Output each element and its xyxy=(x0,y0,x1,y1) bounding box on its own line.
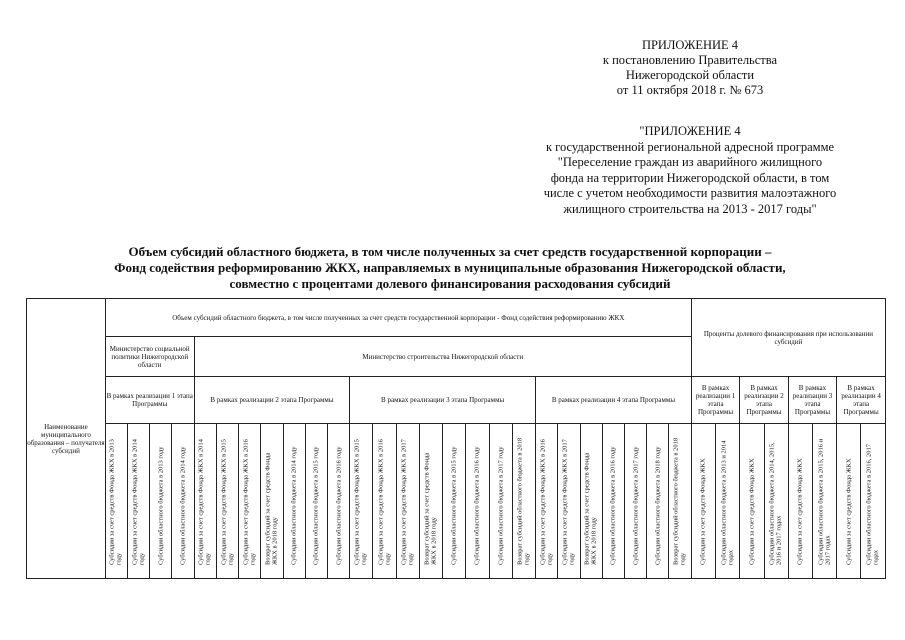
column-header xyxy=(536,424,558,579)
column-header xyxy=(443,424,466,579)
title-line: Объем субсидий областного бюджета, в том числе полученных за счет средств государственной корпорации – xyxy=(128,244,772,259)
column-header xyxy=(194,424,216,579)
percent-stage-2-header: В рамках реализации 2 этапа Программы xyxy=(740,377,788,424)
column-header-text: Субсидии областного бюджета в 2016 году xyxy=(334,446,342,566)
column-header-text: Субсидии за счет средств Фонда ЖКХ в 2014 году xyxy=(197,439,213,566)
program-line: жилищного строительства на 2013 - 2017 годы" xyxy=(563,201,817,216)
column-header-text: Возврат субсидий за счет средств Фонда ЖКХ в 2018 году xyxy=(423,452,439,566)
title-line: совместно с процентами долевого финансирования расходования субсидий xyxy=(229,276,671,291)
column-header-text: Субсидии областного бюджета в 2015, 2016 и 2017 годах xyxy=(817,439,832,566)
column-header xyxy=(512,424,535,579)
column-header xyxy=(373,424,396,579)
stage-4-header: В рамках реализации 4 этапа Программы xyxy=(536,377,692,424)
column-header-text: Возврат субсидий за счет средств Фонда ЖКХ в 2018 году xyxy=(264,452,279,566)
program-reference xyxy=(505,124,875,217)
ministry-construction-header: Министерство строительства Нижегородской области xyxy=(194,337,691,377)
appendix-line: ПРИЛОЖЕНИЕ 4 xyxy=(641,38,739,52)
percent-stage-4-header: В рамках реализации 4 этапа Программы xyxy=(837,377,886,424)
document-title xyxy=(40,244,860,292)
column-header-text: Субсидии областного бюджета в 2016, 2017 годах xyxy=(865,444,881,566)
column-header xyxy=(580,424,602,579)
column-header xyxy=(327,424,349,579)
column-header-text: Субсидии за счет средств Фонда ЖКХ в 2013 году xyxy=(109,439,124,566)
column-header-text: Субсидии областного бюджета в 2015 году xyxy=(312,446,320,566)
column-header-text: Субсидии областного бюджета в 2014 году xyxy=(290,446,298,566)
column-header-text: Субсидии областного бюджета в 2014, 2015, 2016 и 2017 годах xyxy=(768,442,784,566)
program-line: числе с учетом необходимости развития малоэтажного xyxy=(543,186,837,200)
column-header xyxy=(861,424,886,579)
column-header-text: Возврат субсидий областного бюджета в 2018 году xyxy=(516,438,531,566)
stage-1-header: В рамках реализации 1 этапа Программы xyxy=(105,377,194,424)
column-header-text: Субсидии областного бюджета в 2015 году xyxy=(450,446,458,566)
column-header xyxy=(647,424,669,579)
column-header xyxy=(669,424,691,579)
column-header-text: Возврат субсидий за счет средств Фонда ЖКХ в 2018 году xyxy=(583,452,599,566)
column-header xyxy=(466,424,489,579)
program-line: к государственной региональной адресной программе xyxy=(545,139,835,154)
column-header-text: Субсидии областного бюджета в 2013 году xyxy=(157,446,165,566)
column-header xyxy=(283,424,305,579)
column-header xyxy=(558,424,580,579)
column-header-text: Субсидии за счет средств Фонда ЖКХ в 2017 году xyxy=(400,439,415,566)
column-header xyxy=(764,424,788,579)
column-header xyxy=(691,424,715,579)
column-header xyxy=(261,424,283,579)
column-header-text: Субсидии областного бюджета в 2014 году xyxy=(179,446,187,566)
column-header xyxy=(396,424,419,579)
column-header-text: Субсидии за счет средств Фонда ЖКХ xyxy=(748,458,756,566)
appendix-line: Нижегородской области xyxy=(625,68,755,82)
column-header xyxy=(128,424,150,579)
column-header xyxy=(105,424,127,579)
column-header xyxy=(624,424,646,579)
column-header-text: Субсидии областного бюджета в 2018 году xyxy=(654,446,662,566)
subsidy-volume-header: Объем субсидий областного бюджета, в том числе полученных за счет средств государственной корпорации - Фонд содействия реформированию ЖКХ xyxy=(105,299,691,337)
program-line: фонда на территории Нижегородской области, в том xyxy=(550,170,830,185)
column-header-text: Субсидии за счет средств Фонда ЖКХ в 2016 году xyxy=(539,439,554,566)
percent-stage-1-header: В рамках реализации 1 этапа Программы xyxy=(691,377,739,424)
column-header-text: Субсидии за счет средств Фонда ЖКХ в 2014 году xyxy=(131,439,146,566)
stage-3-header: В рамках реализации 3 этапа Программы xyxy=(350,377,536,424)
column-header xyxy=(216,424,238,579)
column-header-text: Субсидии за счет средств Фонда ЖКХ в 2016 году xyxy=(242,439,257,566)
column-header xyxy=(788,424,812,579)
program-line: "ПРИЛОЖЕНИЕ 4 xyxy=(639,124,741,138)
column-header xyxy=(150,424,172,579)
column-header-text: Субсидии областного бюджета в 2017 году xyxy=(631,446,639,566)
percent-header: Проценты долевого финансирования при использовании субсидий xyxy=(691,299,885,377)
column-header-text: Субсидии за счет средств Фонда ЖКХ в 2017 году xyxy=(561,439,576,566)
column-header xyxy=(837,424,861,579)
column-header-text: Субсидии областного бюджета в 2017 году xyxy=(497,446,505,566)
column-header-text: Субсидии за счет средств Фонда ЖКХ xyxy=(796,458,804,566)
appendix-line: к постановлению Правительства xyxy=(602,53,778,67)
column-header xyxy=(489,424,512,579)
appendix-line: от 11 октября 2018 г. № 673 xyxy=(616,83,764,97)
column-header xyxy=(350,424,373,579)
column-header xyxy=(716,424,740,579)
column-header xyxy=(239,424,261,579)
title-line: Фонд содействия реформированию ЖКХ, направляемых в муниципальные образования Нижегородской области, xyxy=(114,260,786,275)
column-header xyxy=(172,424,194,579)
column-header-text: Возврат субсидий областного бюджета в 2018 году xyxy=(672,438,688,566)
column-header-text: Субсидии за счет средств Фонда ЖКХ в 2016 году xyxy=(377,439,392,566)
column-header-text: Субсидии областного бюджета в 2016 году xyxy=(609,446,617,566)
column-header-text: Субсидии областного бюджета в 2013 и 2014 годах xyxy=(720,440,735,566)
column-header xyxy=(419,424,442,579)
municipality-header: Наименование муниципального образования – получателя субсидий xyxy=(27,299,106,579)
column-header-text: Субсидии за счет средств Фонда ЖКХ xyxy=(699,458,707,566)
column-header-text: Субсидии за счет средств Фонда ЖКХ xyxy=(845,458,853,566)
appendix-header xyxy=(560,38,820,98)
column-header-text: Субсидии за счет средств Фонда ЖКХ в 2015 году xyxy=(220,439,235,566)
stage-2-header: В рамках реализации 2 этапа Программы xyxy=(194,377,350,424)
program-line: "Переселение граждан из аварийного жилищного xyxy=(557,155,823,169)
ministry-social-header: Министерство социальной политики Нижегородской области xyxy=(105,337,194,377)
column-header xyxy=(602,424,624,579)
column-header xyxy=(740,424,764,579)
column-header xyxy=(305,424,327,579)
percent-stage-3-header: В рамках реализации 3 этапа Программы xyxy=(788,377,836,424)
column-header-text: Субсидии областного бюджета в 2016 году xyxy=(473,446,481,566)
subsidy-table xyxy=(26,298,886,579)
column-header xyxy=(812,424,836,579)
column-header-text: Субсидии за счет средств Фонда ЖКХ в 2015 году xyxy=(353,439,369,566)
